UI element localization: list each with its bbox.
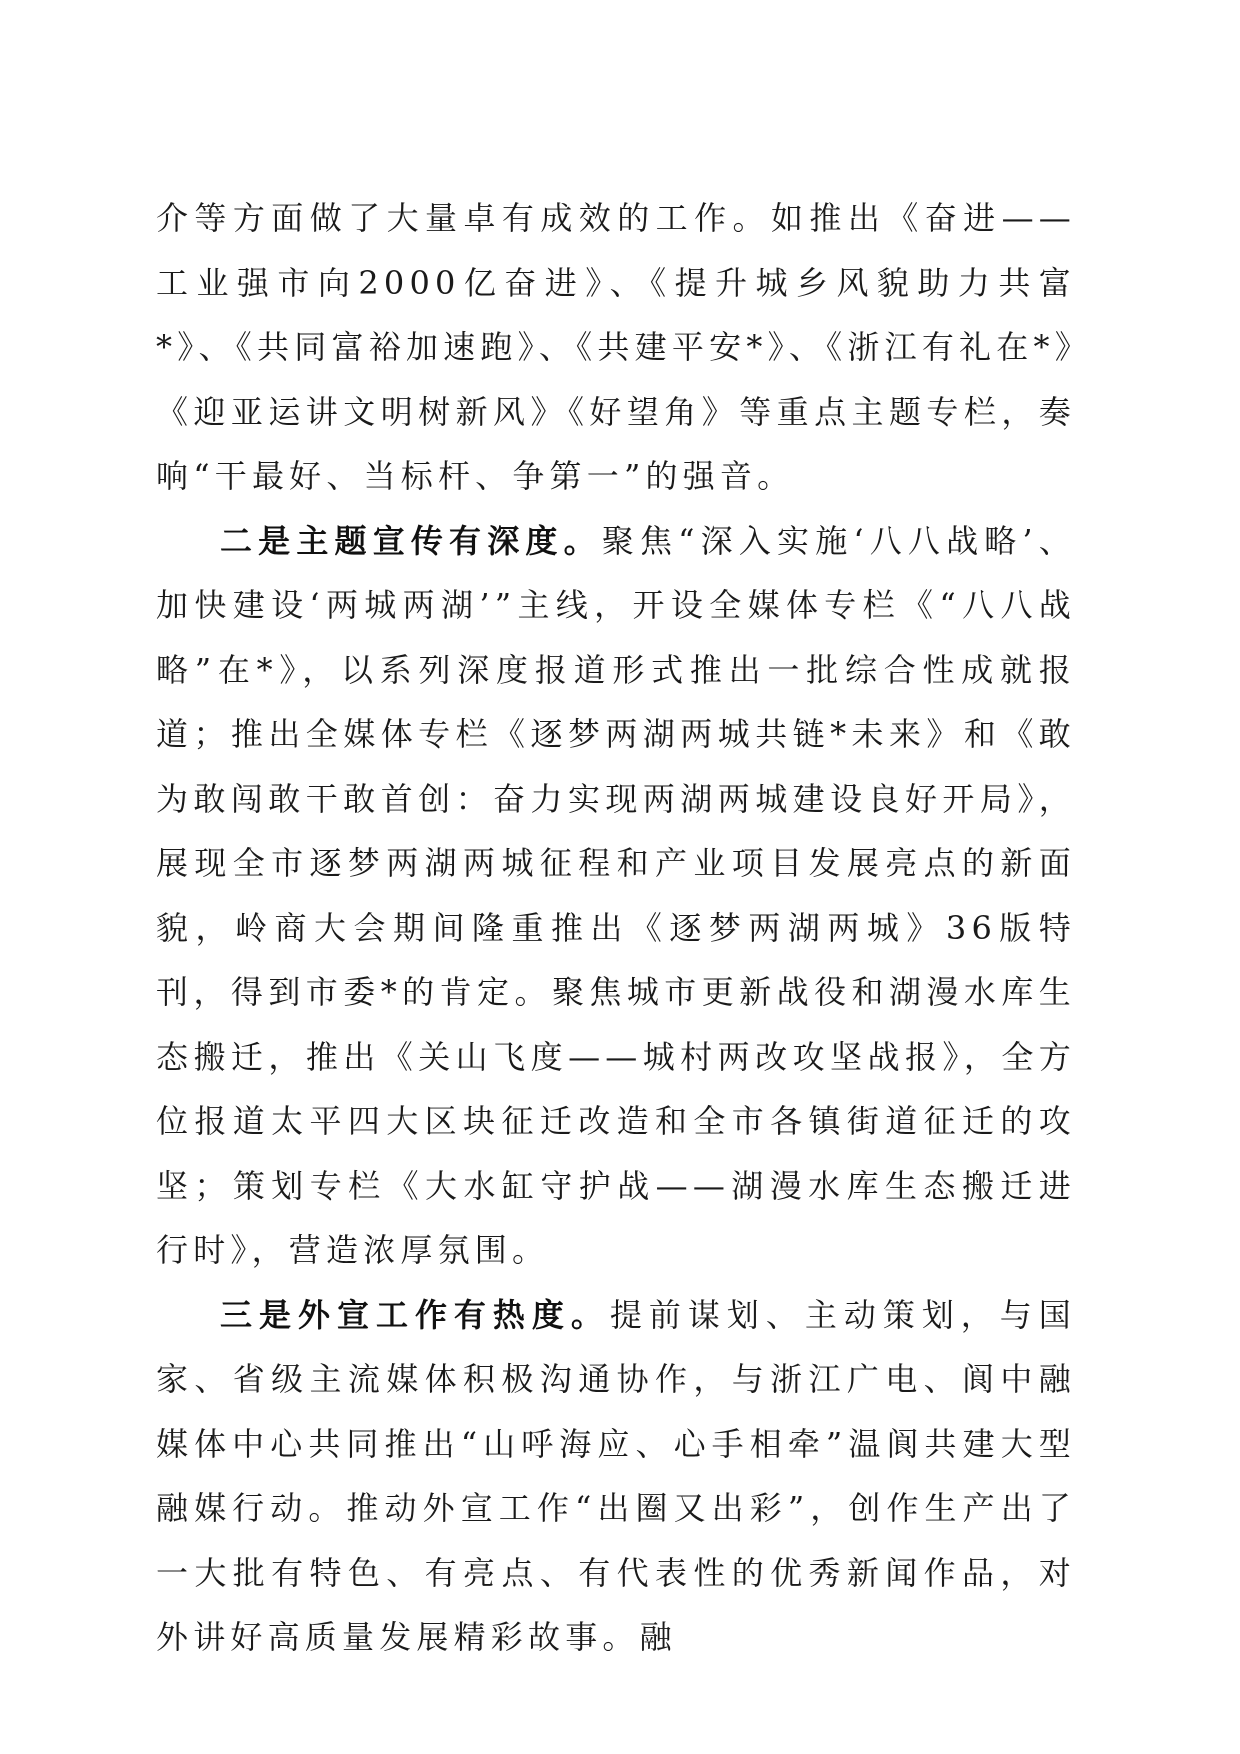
- paragraph-text: 介等方面做了大量卓有成效的工作。如推出《奋进——工业强市向2000亿奋进》、《提升城乡风貌助力共富*》、《共同富裕加速跑》、《共建平安*》、《浙江有礼在*》《迎亚运讲文明树新风》《好望角》等重点主题专栏，奏响“干最好、当标杆、争第一”的强音。: [156, 199, 1076, 495]
- paragraph-lead: 三是外宣工作有热度。: [220, 1295, 610, 1334]
- paragraph-external-publicity: [156, 1283, 1076, 1670]
- document-body: [156, 186, 1076, 1670]
- paragraph-text: 提前谋划、主动策划，与国家、省级主流媒体积极沟通协作，与浙江广电、阆中融媒体中心共同推出“山呼海应、心手相牵”温阆共建大型融媒行动。推动外宣工作“出圈又出彩”，创作生产出了一大批有特色、有亮点、有代表性的优秀新闻作品，对外讲好高质量发展精彩故事。融: [156, 1295, 1076, 1656]
- paragraph-text: 聚焦“深入实施‘八八战略’、加快建设‘两城两湖’”主线，开设全媒体专栏《“八八战略”在*》，以系列深度报道形式推出一批综合性成就报道；推出全媒体专栏《逐梦两湖两城共链*未来》和《敢为敢闯敢干敢首创：奋力实现两湖两城建设良好开局》，展现全市逐梦两湖两城征程和产业项目发展亮点的新面貌，岭商大会期间隆重推出《逐梦两湖两城》36版特刊，得到市委*的肯定。聚焦城市更新战役和湖漫水库生态搬迁，推出《关山飞度——城村两改攻坚战报》，全方位报道太平四大区块征迁改造和全市各镇街道征迁的攻坚；策划专栏《大水缸守护战——湖漫水库生态搬迁进行时》，营造浓厚氛围。: [156, 521, 1076, 1269]
- paragraph-theme-publicity: [156, 509, 1076, 1283]
- paragraph-continuation: [156, 186, 1076, 509]
- paragraph-lead: 二是主题宣传有深度。: [220, 521, 602, 560]
